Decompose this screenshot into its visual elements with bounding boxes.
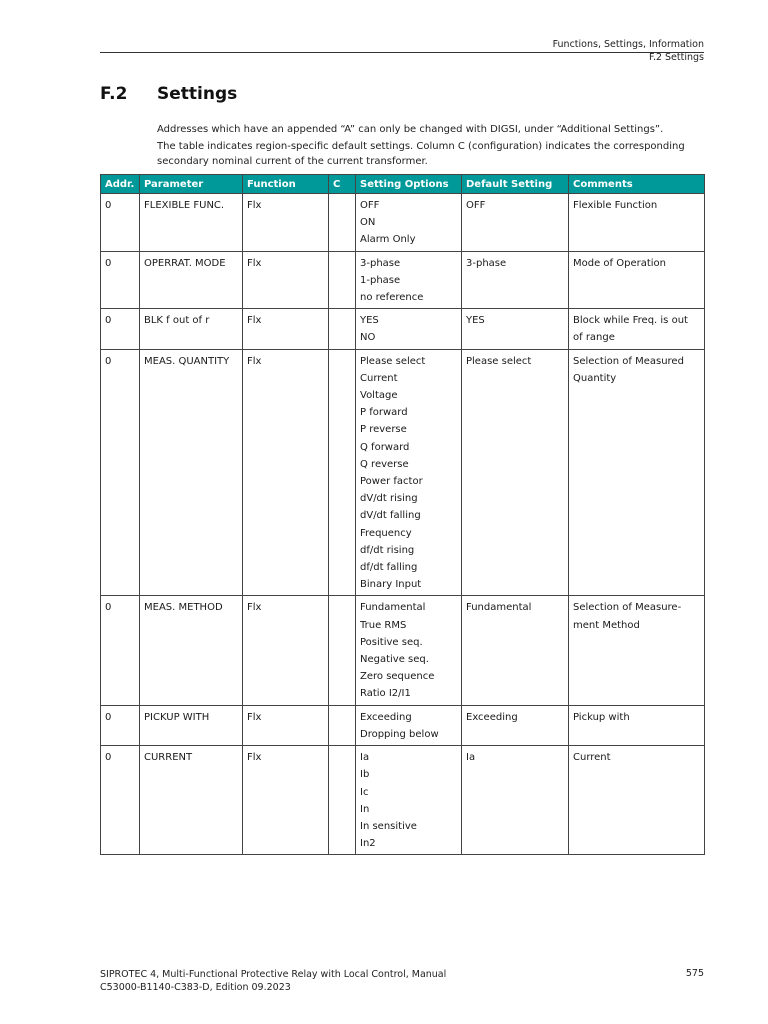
header-section: F.2 Settings [649,52,704,63]
cell-function: Flx [243,349,329,596]
setting-option: In sensitive [360,820,417,832]
cell-comments: Selection of Measure-ment Method [569,596,705,705]
cell-c [329,309,356,349]
cell-comments: Block while Freq. is out of range [569,309,705,349]
column-header-addr: Addr. [101,175,140,194]
table-row [101,746,705,855]
cell-c [329,596,356,705]
table-header-row [101,175,705,194]
cell-default-setting: OFF [462,194,569,252]
cell-parameter: CURRENT [140,746,243,855]
setting-option: Zero sequence [360,671,435,683]
cell-comments: Current [569,746,705,855]
table-row [101,309,705,349]
cell-function: Flx [243,746,329,855]
setting-option: P reverse [360,424,407,436]
cell-addr: 0 [101,596,140,705]
table-row [101,349,705,596]
cell-addr: 0 [101,705,140,745]
column-header-c: C [329,175,356,194]
setting-option: Ic [360,786,369,798]
setting-option: Dropping below [360,728,439,740]
cell-setting-options [356,349,462,596]
setting-option: NO [360,332,376,344]
cell-parameter: BLK f out of r [140,309,243,349]
cell-default-setting: Exceeding [462,705,569,745]
setting-option: In2 [360,838,376,850]
cell-default-setting: YES [462,309,569,349]
cell-default-setting: Fundamental [462,596,569,705]
cell-comments: Flexible Function [569,194,705,252]
column-header-default-setting: Default Setting [462,175,569,194]
cell-setting-options [356,596,462,705]
cell-c [329,349,356,596]
setting-option: Voltage [360,390,398,402]
setting-option: dV/dt falling [360,510,421,522]
cell-c [329,746,356,855]
setting-option: 3-phase [360,257,401,269]
cell-function: Flx [243,596,329,705]
table-row [101,596,705,705]
column-header-comments: Comments [569,175,705,194]
intro-paragraph-2: The table indicates region-specific default settings. Column C (configuration) indicates the corresponding secondary nominal current of the current transformer. [157,141,685,167]
setting-option: Ia [360,752,370,764]
running-header [553,38,704,64]
setting-option: Exceeding [360,711,412,723]
cell-comments: Selection of Measured Quantity [569,349,705,596]
intro-text [157,122,717,171]
setting-option: True RMS [360,619,407,631]
cell-addr: 0 [101,309,140,349]
setting-option: Positive seq. [360,636,423,648]
setting-option: In [360,803,370,815]
cell-function: Flx [243,194,329,252]
section-title: Settings [157,84,238,104]
cell-setting-options [356,746,462,855]
setting-option: Ib [360,769,370,781]
footer-edition: C53000-B1140-C383-D, Edition 09.2023 [100,982,291,993]
setting-option: dV/dt rising [360,493,418,505]
cell-comments: Pickup with [569,705,705,745]
setting-option: OFF [360,200,380,211]
setting-option: Ratio I2/I1 [360,688,411,700]
cell-parameter: OPERRAT. MODE [140,251,243,309]
setting-option: no reference [360,292,424,304]
cell-default-setting: Please select [462,349,569,596]
cell-default-setting: Ia [462,746,569,855]
cell-setting-options [356,705,462,745]
setting-option: YES [360,315,379,327]
setting-option: Binary Input [360,579,422,591]
table-body [101,194,705,855]
setting-option: ON [360,217,376,229]
table-row [101,194,705,252]
setting-option: df/dt falling [360,562,418,574]
cell-function: Flx [243,309,329,349]
column-header-function: Function [243,175,329,194]
cell-comments: Mode of Operation [569,251,705,309]
cell-addr: 0 [101,194,140,252]
cell-function: Flx [243,705,329,745]
cell-default-setting: 3-phase [462,251,569,309]
cell-function: Flx [243,251,329,309]
section-heading [100,84,237,104]
cell-setting-options [356,251,462,309]
cell-setting-options [356,309,462,349]
table-row [101,251,705,309]
intro-paragraph-1: Addresses which have an appended “A” can only be changed with DIGSI, under “Additional Settings”. [157,124,664,135]
footer-title: SIPROTEC 4, Multi-Functional Protective Relay with Local Control, Manual [100,969,447,980]
cell-addr: 0 [101,746,140,855]
cell-addr: 0 [101,349,140,596]
header-chapter: Functions, Settings, Information [552,39,704,50]
setting-option: Q forward [360,441,410,453]
cell-setting-options [356,194,462,252]
setting-option: Power factor [360,476,423,488]
cell-c [329,194,356,252]
setting-option: 1-phase [360,274,401,286]
page-number: 575 [685,968,704,979]
footer-info [100,968,446,994]
cell-parameter: MEAS. METHOD [140,596,243,705]
setting-option: df/dt rising [360,544,415,556]
setting-option: Fundamental [360,602,426,614]
setting-option: Current [360,372,398,384]
setting-option: Please select [360,355,426,367]
settings-table [100,174,705,855]
cell-parameter: FLEXIBLE FUNC. [140,194,243,252]
header-divider [100,52,704,53]
column-header-setting-options: Setting Options [356,175,462,194]
cell-c [329,705,356,745]
setting-option: Alarm Only [360,234,416,246]
cell-parameter: MEAS. QUANTITY [140,349,243,596]
table-row [101,705,705,745]
setting-option: Q reverse [360,458,409,470]
section-number: F.2 [100,84,128,104]
cell-parameter: PICKUP WITH [140,705,243,745]
setting-option: P forward [360,407,408,419]
setting-option: Frequency [360,527,412,539]
cell-c [329,251,356,309]
setting-option: Negative seq. [360,654,429,666]
column-header-parameter: Parameter [140,175,243,194]
cell-addr: 0 [101,251,140,309]
